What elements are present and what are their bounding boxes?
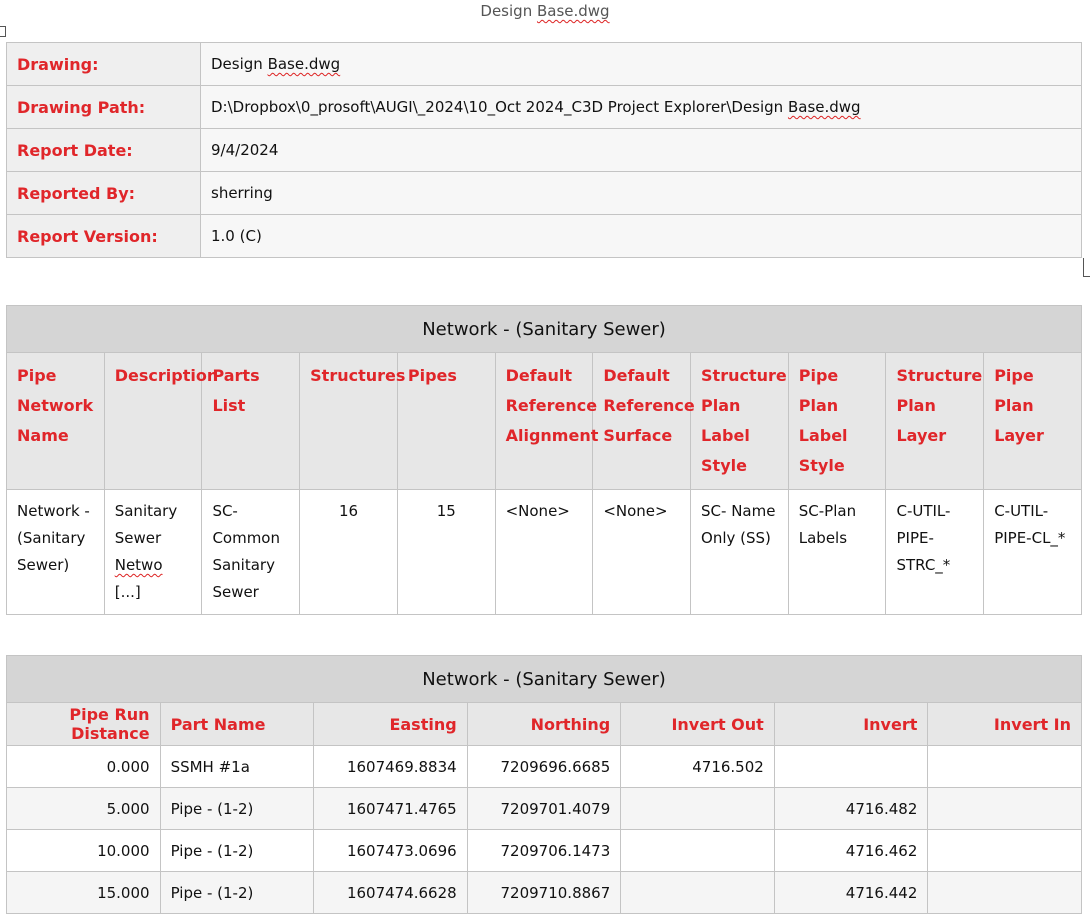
- cell-part-name: SSMH #1a: [160, 746, 314, 788]
- column-header-default-reference-surface: Default Reference Surface: [593, 353, 691, 490]
- network-table-caption: Network - (Sanitary Sewer): [7, 306, 1082, 353]
- spellcheck-underline-text: Base.dwg: [536, 2, 610, 20]
- cell-easting: 1607473.0696: [314, 830, 468, 872]
- cell-northing: 7209701.4079: [467, 788, 621, 830]
- cell-invert-in: [928, 788, 1082, 830]
- table-row: [7, 215, 1082, 258]
- table-row: [7, 172, 1082, 215]
- table-row: [7, 788, 1082, 830]
- info-label: Drawing:: [7, 43, 201, 86]
- cell-pipes: 15: [397, 490, 495, 615]
- cell-parts-list: SC-Common Sanitary Sewer: [202, 490, 300, 615]
- column-header-northing: Northing: [467, 703, 621, 746]
- cell-pipe-run-distance: 15.000: [7, 872, 161, 914]
- cell-part-name: Pipe - (1-2): [160, 830, 314, 872]
- column-header-easting: Easting: [314, 703, 468, 746]
- table-row: [7, 746, 1082, 788]
- column-header-invert-in: Invert In: [928, 703, 1082, 746]
- pipe-run-table: [6, 655, 1082, 914]
- info-label: Report Version:: [7, 215, 201, 258]
- cell-pipe-layer: C-UTIL-PIPE-CL_*: [984, 490, 1082, 615]
- info-value: [201, 43, 1082, 86]
- drawing-info-table: [6, 42, 1082, 258]
- cell-invert-out: [621, 830, 775, 872]
- column-header-part-name: Part Name: [160, 703, 314, 746]
- column-header-pipe-plan-label-style: Pipe Plan Label Style: [788, 353, 886, 490]
- cell-description: Sanitary Sewer Netwo [...]: [104, 490, 202, 615]
- info-value-flagged-text: Base.dwg: [267, 55, 341, 73]
- cell-easting: 1607471.4765: [314, 788, 468, 830]
- cell-invert-in: [928, 872, 1082, 914]
- column-header-parts-list: Parts List: [202, 353, 300, 490]
- column-header-pipe-network-name: Pipe Network Name: [7, 353, 105, 490]
- cell-invert: 4716.482: [774, 788, 928, 830]
- column-header-invert: Invert: [774, 703, 928, 746]
- column-header-structure-plan-layer: Structure Plan Layer: [886, 353, 984, 490]
- column-header-default-reference-alignment: Default Reference Alignment: [495, 353, 593, 490]
- info-value: [201, 215, 1082, 258]
- table-anchor-handle[interactable]: [0, 26, 6, 37]
- cell-structure-label-style: SC- Name Only (SS): [691, 490, 789, 615]
- table-row: [7, 43, 1082, 86]
- info-value-text: Design: [211, 55, 268, 73]
- cell-invert-out: [621, 872, 775, 914]
- cell-pipe-network-name: Network - (Sanitary Sewer): [7, 490, 105, 615]
- cell-invert: 4716.462: [774, 830, 928, 872]
- table-row: [7, 86, 1082, 129]
- column-header-pipes: Pipes: [397, 353, 495, 490]
- cell-invert: [774, 746, 928, 788]
- cell-invert-out: [621, 788, 775, 830]
- cell-pipe-run-distance: 0.000: [7, 746, 161, 788]
- info-value-text: sherring: [211, 184, 273, 202]
- info-value: [201, 129, 1082, 172]
- cell-reference-surface: <None>: [593, 490, 691, 615]
- cell-invert-in: [928, 746, 1082, 788]
- info-value-text: D:\Dropbox\0_prosoft\AUGI\_2024\10_Oct 2024_C3D Project Explorer\Design: [211, 98, 788, 116]
- network-summary-table: [6, 305, 1082, 615]
- cell-part-name: Pipe - (1-2): [160, 872, 314, 914]
- cell-pipe-run-distance: 10.000: [7, 830, 161, 872]
- table-resize-handle[interactable]: [1083, 258, 1090, 277]
- cell-structures: 16: [300, 490, 398, 615]
- cell-easting: 1607474.6628: [314, 872, 468, 914]
- info-label: Reported By:: [7, 172, 201, 215]
- info-label: Report Date:: [7, 129, 201, 172]
- table-row: [7, 872, 1082, 914]
- column-header-pipe-plan-layer: Pipe Plan Layer: [984, 353, 1082, 490]
- cell-reference-alignment: <None>: [495, 490, 593, 615]
- cell-invert: 4716.442: [774, 872, 928, 914]
- info-value-text: 1.0 (C): [211, 227, 262, 245]
- column-header-pipe-run-distance: Pipe Run Distance: [7, 703, 161, 746]
- info-value-text: 9/4/2024: [211, 141, 279, 159]
- table-row: [7, 490, 1082, 615]
- table-row: [7, 129, 1082, 172]
- column-header-invert-out: Invert Out: [621, 703, 775, 746]
- cell-invert-out: 4716.502: [621, 746, 775, 788]
- column-header-description: Description: [104, 353, 202, 490]
- cell-part-name: Pipe - (1-2): [160, 788, 314, 830]
- document-title: Design Base.dwg: [480, 2, 610, 20]
- run-table-caption: Network - (Sanitary Sewer): [7, 656, 1082, 703]
- cell-northing: 7209696.6685: [467, 746, 621, 788]
- cell-structure-layer: C-UTIL-PIPE-STRC_*: [886, 490, 984, 615]
- cell-northing: 7209710.8867: [467, 872, 621, 914]
- table-row: [7, 830, 1082, 872]
- cell-pipe-label-style: SC-Plan Labels: [788, 490, 886, 615]
- info-label: Drawing Path:: [7, 86, 201, 129]
- cell-easting: 1607469.8834: [314, 746, 468, 788]
- column-header-structures: Structures: [300, 353, 398, 490]
- info-value-flagged-text: Base.dwg: [787, 98, 861, 116]
- cell-northing: 7209706.1473: [467, 830, 621, 872]
- info-value: [201, 172, 1082, 215]
- cell-invert-in: [928, 830, 1082, 872]
- info-value: [201, 86, 1082, 129]
- column-header-structure-plan-label-style: Structure Plan Label Style: [691, 353, 789, 490]
- cell-pipe-run-distance: 5.000: [7, 788, 161, 830]
